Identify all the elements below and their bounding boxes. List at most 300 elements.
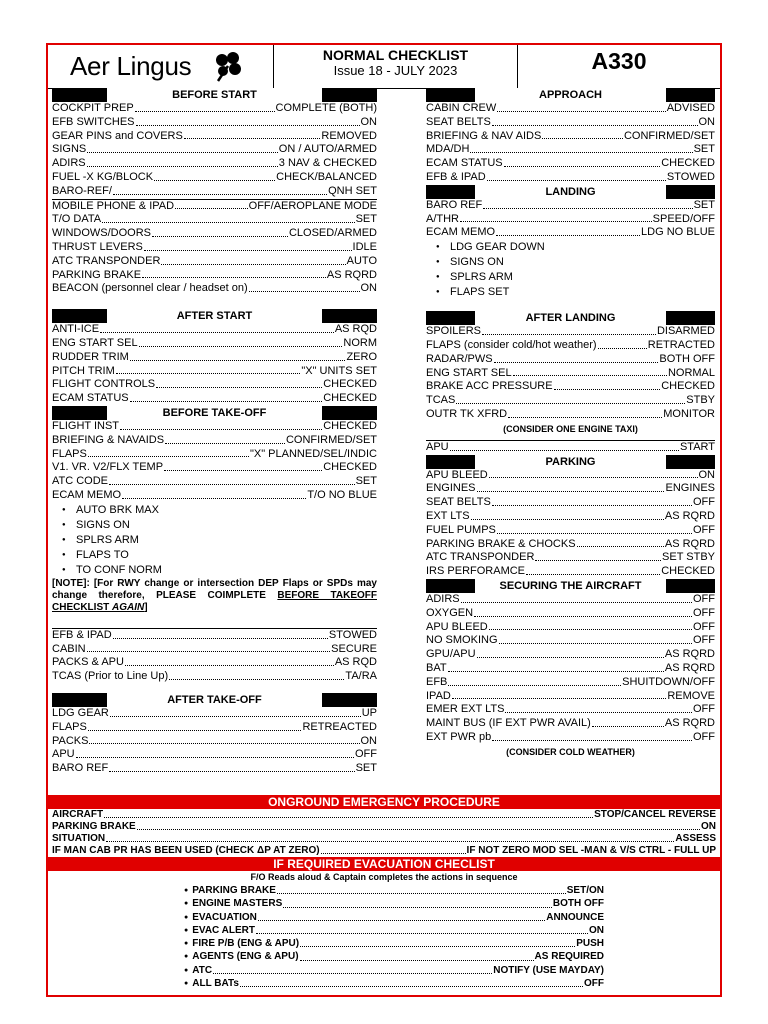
item-label: MAINT BUS (IF EXT PWR AVAIL) (426, 717, 591, 730)
item-label: PACKS (52, 734, 89, 747)
item-label: OUTR TK XFRD (426, 407, 508, 420)
emergency-section (48, 795, 720, 990)
item-value: SET (355, 762, 377, 775)
after-start-item (52, 365, 377, 379)
dot-leader (504, 157, 661, 167)
before-takeoff-bullet: ● SPLRS ARM (52, 533, 377, 548)
item-value: COMPLETE (BOTH) (275, 102, 377, 114)
bullet-icon: ● (184, 900, 189, 908)
before-start-item (52, 241, 377, 255)
securing-heading: SECURING THE AIRCRAFT (475, 579, 666, 593)
item-value: CHECKED (661, 380, 715, 393)
item-label: ENG START SEL (52, 336, 138, 349)
item-label: FLIGHT INST (52, 419, 120, 432)
approach-heading-bar (426, 88, 715, 102)
before-takeoff-bullet: ● FLAPS TO (52, 548, 377, 563)
item-label: NO SMOKING (426, 634, 498, 647)
landing-bullet: ● FLAPS SET (426, 285, 715, 300)
dot-leader (283, 897, 552, 907)
item-value: OFF (693, 703, 715, 716)
dot-leader (87, 643, 331, 653)
after-landing-item (426, 440, 715, 455)
item-label: ECAM STATUS (426, 157, 503, 170)
dot-leader (448, 676, 621, 686)
after-takeoff-heading-bar (52, 693, 377, 707)
after-landing-item (426, 380, 715, 394)
securing-item (426, 621, 715, 635)
item-value: STBY (686, 394, 715, 407)
item-label: IRS PERFORAMCE (426, 565, 526, 578)
before-start-item (52, 102, 377, 116)
before-takeoff-item (52, 475, 377, 489)
after-landing-item (426, 353, 715, 367)
dot-leader (87, 157, 278, 167)
bullet-icon: ● (184, 940, 189, 948)
dot-leader (526, 565, 660, 575)
dot-leader (450, 441, 679, 451)
item-label: MDA/DH (426, 143, 470, 156)
item-label: EVAC ALERT (192, 924, 256, 936)
item-value: REMOVED (321, 129, 377, 142)
after-start-item (52, 323, 377, 337)
item-value: CHECK/BALANCED (276, 170, 377, 183)
dot-leader (497, 524, 692, 534)
evacuation-item (184, 924, 604, 937)
item-value: STOWED (666, 170, 715, 183)
after-start-item (52, 378, 377, 392)
spacer (426, 300, 715, 311)
after-start-item (52, 392, 377, 406)
checklist-title: NORMAL CHECKLIST (322, 47, 469, 63)
landing-heading-bar (426, 185, 715, 199)
parking-item (426, 551, 715, 565)
item-label: PARKING BRAKE (192, 885, 276, 896)
after-landing-item (426, 339, 715, 353)
item-value: NORM (343, 336, 377, 349)
item-value: OFF (693, 620, 715, 633)
item-label: CABIN (52, 642, 86, 655)
evacuation-item (184, 911, 604, 924)
before-start-item (52, 227, 377, 241)
item-value: ON (589, 924, 604, 936)
item-label: OXYGEN (426, 606, 474, 619)
item-value: AS RQRD (664, 648, 715, 661)
parking-item (426, 538, 715, 552)
before-takeoff-item (52, 670, 377, 684)
item-label: EFB SWITCHES (52, 115, 135, 128)
dot-leader (256, 924, 588, 934)
dot-leader (554, 380, 661, 390)
dot-leader (461, 593, 692, 603)
item-value: AS RQD (334, 656, 377, 669)
item-value: AS RQRD (664, 537, 715, 550)
dot-leader (135, 102, 275, 112)
item-label: V1. VR. V2/FLX TEMP (52, 461, 164, 474)
emergency-item (48, 809, 720, 821)
dot-leader (592, 717, 664, 727)
dot-leader (89, 735, 359, 745)
dot-leader (482, 325, 656, 335)
after-start-item (52, 337, 377, 351)
item-value: AS REQUIRED (534, 951, 604, 963)
item-value: ON (360, 734, 377, 747)
left-column (52, 88, 377, 776)
item-label: THRUST LEVERS (52, 240, 143, 253)
note-text: BEFORE TAKEOFF CHECKLIST (52, 589, 377, 613)
item-label: BRAKE ACC PRESSURE (426, 380, 553, 393)
item-value: ON (698, 115, 715, 128)
item-label: FLIGHT CONTROLS (52, 378, 156, 391)
before-takeoff-item (52, 489, 377, 503)
after-takeoff-item (52, 735, 377, 749)
dot-leader (169, 670, 344, 680)
dot-leader (88, 448, 249, 458)
cold-weather-note: (CONSIDER COLD WEATHER) (506, 746, 635, 757)
item-label: AGENTS (ENG & APU) (192, 951, 299, 963)
parking-heading-bar (426, 455, 715, 469)
item-label: APU BLEED (426, 620, 488, 633)
item-value: BOTH OFF (659, 352, 715, 365)
after-landing-item (426, 367, 715, 381)
item-value: IF NOT ZERO MOD SEL -MAN & V/S CTRL - FULL UP (466, 845, 716, 856)
item-label: BRIEFING & NAVAIDS (52, 433, 165, 446)
engine-taxi-note: (CONSIDER ONE ENGINE TAXI) (503, 423, 638, 434)
item-label: ENGINES (426, 482, 476, 495)
dot-leader (213, 964, 492, 974)
item-label: BEACON (personnel clear / headset on) (52, 282, 248, 295)
after-landing-item (426, 408, 715, 422)
dot-leader (471, 510, 664, 520)
landing-heading: LANDING (475, 185, 666, 199)
item-value: AS RQRD (664, 509, 715, 522)
dot-leader (456, 394, 685, 404)
dot-leader (154, 171, 275, 181)
item-value: IDLE (352, 240, 377, 253)
landing-item (426, 213, 715, 227)
item-value: START (679, 440, 715, 453)
before-takeoff-item (52, 420, 377, 434)
item-label: BAT (426, 661, 447, 674)
item-label: SITUATION (52, 833, 106, 844)
landing-item (426, 199, 715, 213)
item-value: AUTO (346, 254, 377, 267)
brand-logo-text: Aer Lingus (70, 51, 192, 81)
note-text: [NOTE]: [For RWY change or intersection DEP Flaps or SPDs may change therefore, PLEASE COIMPLETE (52, 577, 377, 601)
item-value: ON (360, 282, 377, 295)
item-value: NORMAL (667, 366, 715, 379)
item-label: SEAT BELTS (426, 115, 491, 128)
dot-leader (122, 489, 306, 499)
item-value: CLOSED/ARMED (288, 227, 377, 240)
item-label: ATC TRANSPONDER (426, 551, 535, 564)
dot-leader (448, 662, 664, 672)
item-label: IPAD (426, 689, 451, 702)
dot-leader (483, 199, 692, 209)
parking-item (426, 469, 715, 483)
dot-leader (165, 434, 285, 444)
securing-item (426, 731, 715, 745)
item-value: NOTIFY (USE MAYDAY) (493, 964, 604, 976)
evacuation-note: F/O Reads aloud & Captain completes the actions in sequence (250, 872, 518, 882)
item-value: CONFIRMED/SET (285, 433, 377, 446)
spacer (52, 684, 377, 693)
item-value: STOP/CANCEL REVERSE (594, 809, 716, 820)
emergency-item (48, 833, 720, 845)
dot-leader (156, 378, 322, 388)
dot-leader (113, 629, 328, 639)
item-value: OFF (693, 634, 715, 647)
bullet-icon: ● (184, 926, 189, 934)
item-label: ATC TRANSPONDER (52, 254, 161, 267)
before-takeoff-heading: BEFORE TAKE-OFF (107, 406, 322, 420)
item-value: SHUITDOWN/OFF (622, 675, 715, 688)
dot-leader (142, 269, 326, 279)
securing-item (426, 703, 715, 717)
item-value: ASSESS (675, 833, 716, 844)
item-value: CHECKED (323, 419, 377, 432)
approach-item (426, 143, 715, 157)
securing-item (426, 717, 715, 731)
after-landing-heading-bar (426, 311, 715, 325)
item-label: APU (52, 748, 75, 761)
evacuation-heading: IF REQUIRED EVACUATION CHECLIST (48, 857, 720, 871)
item-label: FUEL PUMPS (426, 523, 496, 536)
before-start-item (52, 130, 377, 144)
dot-leader (137, 821, 700, 830)
after-takeoff-item (52, 721, 377, 735)
dot-leader (88, 721, 302, 731)
dot-leader (104, 809, 593, 818)
item-label: A/THR (426, 212, 459, 225)
dot-leader (109, 762, 354, 772)
dot-leader (130, 351, 346, 361)
before-start-item (52, 171, 377, 185)
after-takeoff-item (52, 762, 377, 776)
dot-leader (474, 607, 692, 617)
before-takeoff-item (52, 643, 377, 657)
approach-item (426, 130, 715, 144)
evacuation-item (184, 897, 604, 910)
item-label: FLAPS (52, 720, 87, 733)
item-value: SET/ON (566, 885, 604, 896)
dot-leader (496, 226, 640, 236)
item-label: ATC (192, 964, 213, 976)
item-label: APU BLEED (426, 468, 488, 481)
item-value: OFF (693, 592, 715, 605)
item-value: PUSH (576, 938, 604, 950)
item-label: FLAPS (consider cold/hot weather) (426, 338, 597, 351)
item-value: SET (693, 198, 715, 211)
dot-leader (144, 241, 352, 251)
item-label: SIGNS (52, 143, 87, 156)
approach-item (426, 116, 715, 130)
item-value: SET (355, 213, 377, 226)
item-value: DISARMED (656, 325, 715, 338)
evacuation-item (184, 937, 604, 950)
item-label: PARKING BRAKE (52, 821, 136, 832)
landing-bullet: ● SPLRS ARM (426, 270, 715, 285)
evacuation-item (184, 977, 604, 990)
note-italic: AGAIN (112, 601, 145, 613)
item-label: LDG GEAR (52, 706, 109, 719)
item-label: T/O DATA (52, 213, 102, 226)
after-takeoff-item (52, 748, 377, 762)
header (48, 45, 720, 89)
item-label: RUDDER TRIM (52, 350, 129, 363)
dot-leader (577, 538, 664, 548)
item-value: AS RQRD (664, 717, 715, 730)
before-takeoff-item (52, 656, 377, 670)
issue-label: Issue 18 - JULY 2023 (333, 63, 458, 78)
dot-leader (489, 621, 692, 631)
item-value: SET STBY (662, 551, 715, 564)
item-label: ALL BATs (192, 978, 239, 990)
emergency-item (48, 821, 720, 833)
item-label: IF MAN CAB PR HAS BEEN USED (CHECK ΔP AT ZERO) (52, 845, 320, 856)
item-value: CHECKED (323, 392, 377, 405)
before-start-item (52, 282, 377, 296)
item-value: RETRACTED (647, 338, 715, 351)
dot-leader (125, 656, 334, 666)
item-label: CABIN CREW (426, 102, 497, 114)
securing-heading-bar (426, 579, 715, 593)
item-value: CHECKED (323, 461, 377, 474)
landing-item (426, 226, 715, 240)
item-value: CHECKED (661, 157, 715, 170)
item-value: RETREACTED (302, 720, 377, 733)
column-gap (379, 88, 424, 800)
item-label: EXT LTS (426, 509, 470, 522)
dot-leader (321, 845, 466, 854)
item-label: PACKS & APU (52, 656, 124, 669)
securing-item (426, 676, 715, 690)
before-start-item (52, 255, 377, 269)
dot-leader (109, 475, 355, 485)
dot-leader (139, 337, 343, 347)
dot-leader (130, 392, 323, 402)
item-value: ON / AUTO/ARMED (278, 143, 377, 156)
item-value: MONITOR (663, 407, 715, 420)
after-start-heading-bar (52, 309, 377, 323)
dot-leader (494, 353, 659, 363)
securing-item (426, 607, 715, 621)
before-start-item (52, 116, 377, 130)
dot-leader (110, 707, 361, 717)
checklist-sheet (46, 43, 722, 997)
item-label: ADIRS (52, 157, 86, 170)
item-label: EFB & IPAD (426, 170, 486, 183)
item-value: ENGINES (665, 482, 715, 495)
dot-leader (120, 420, 322, 430)
item-value: QNH SET (328, 184, 377, 197)
item-value: TA/RA (345, 670, 377, 683)
note-text: ] (144, 601, 148, 613)
item-label: FIRE P/B (ENG & APU) (192, 938, 300, 950)
dot-leader (452, 690, 666, 700)
item-label: PARKING BRAKE & CHOCKS (426, 537, 576, 550)
item-value: OFF (584, 978, 604, 990)
before-takeoff-heading-bar (52, 406, 377, 420)
item-value: SET (355, 475, 377, 488)
item-label: WINDOWS/DOORS (52, 227, 151, 240)
item-value: "X" PLANNED/SEL/INDIC (249, 447, 377, 460)
securing-item (426, 690, 715, 704)
item-value: OFF/AEROPLANE MODE (248, 199, 377, 212)
before-takeoff-item (52, 434, 377, 448)
after-landing-item (426, 394, 715, 408)
before-takeoff-item (52, 448, 377, 462)
item-value: CHECKED (323, 378, 377, 391)
item-value: ANNOUNCE (546, 911, 604, 923)
dot-leader (152, 227, 288, 237)
approach-item (426, 171, 715, 185)
dot-leader (505, 703, 692, 713)
item-label: ECAM MEMO (52, 488, 122, 501)
item-label: EXT PWR pb (426, 730, 492, 743)
dot-leader (113, 185, 327, 195)
item-label: BARO REF (52, 762, 109, 775)
dot-leader (542, 130, 623, 140)
dot-leader (492, 496, 692, 506)
takeoff-note (52, 578, 377, 614)
parking-heading: PARKING (475, 455, 666, 469)
after-takeoff-item (52, 707, 377, 721)
dot-leader (497, 102, 665, 112)
after-landing-item (426, 325, 715, 339)
dot-leader (100, 323, 334, 333)
dot-leader (277, 884, 566, 894)
approach-heading: APPROACH (475, 88, 666, 102)
bullet-icon: ● (184, 966, 189, 974)
item-label: BARO-REF/ (52, 184, 112, 197)
item-value: OFF (693, 523, 715, 536)
item-value: STOWED (328, 628, 377, 641)
dot-leader (184, 130, 321, 140)
item-value: ADVISED (666, 102, 715, 114)
item-value: AS RQD (334, 323, 377, 336)
securing-item (426, 593, 715, 607)
item-value: REMOVE (667, 689, 715, 702)
dot-leader (598, 339, 647, 349)
shamrock-icon (208, 51, 248, 83)
after-landing-heading: AFTER LANDING (475, 311, 666, 325)
item-value: CHECKED (661, 565, 715, 578)
item-value: ZERO (346, 350, 377, 363)
item-value: ON (360, 115, 377, 128)
logo-cell (48, 45, 274, 88)
item-label: ENG START SEL (426, 366, 512, 379)
before-takeoff-item (52, 461, 377, 475)
parking-item (426, 524, 715, 538)
securing-item (426, 634, 715, 648)
dot-leader (492, 731, 692, 741)
landing-bullet: ● LDG GEAR DOWN (426, 240, 715, 255)
dot-leader (508, 408, 662, 418)
before-start-item (52, 199, 377, 214)
item-label: ECAM STATUS (52, 392, 129, 405)
item-value: OFF (693, 496, 715, 509)
dot-leader (116, 365, 301, 375)
emergency-heading: ONGROUND EMERGENCY PROCEDURE (48, 795, 720, 809)
after-takeoff-heading: AFTER TAKE-OFF (107, 693, 322, 707)
dot-leader (102, 213, 355, 223)
item-label: FLAPS (52, 447, 87, 460)
dot-leader (513, 367, 667, 377)
before-takeoff-bullet: ● AUTO BRK MAX (52, 503, 377, 518)
item-value: SECURE (331, 642, 377, 655)
before-takeoff-bullet: ● TO CONF NORM (52, 563, 377, 578)
item-label: PITCH TRIM (52, 364, 115, 377)
